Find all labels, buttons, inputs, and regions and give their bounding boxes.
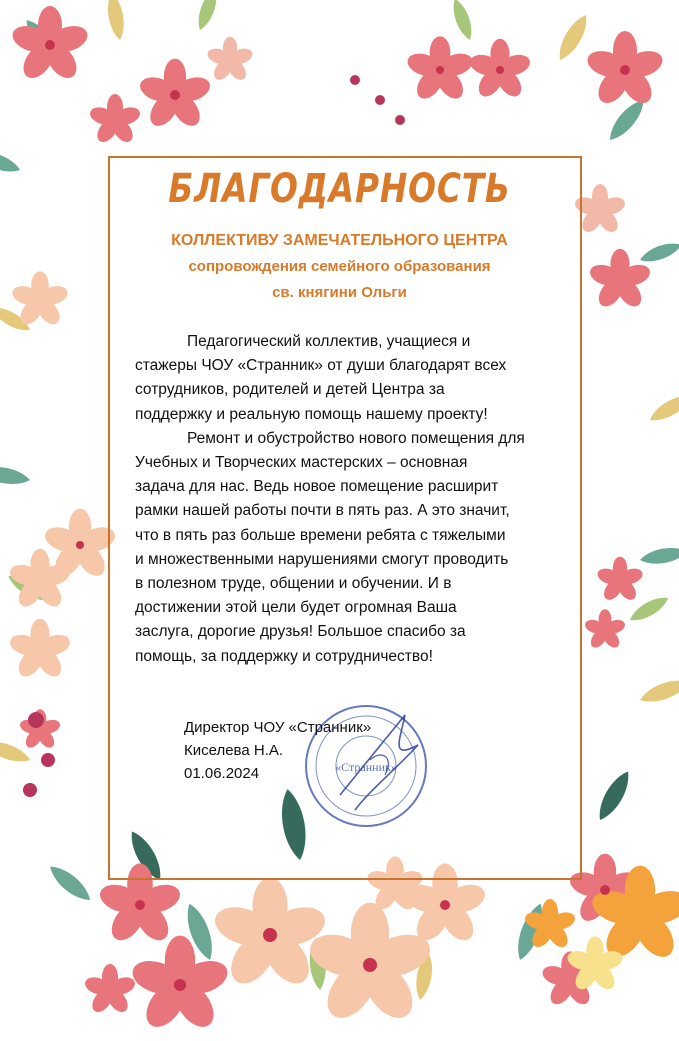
signature-position: Директор ЧОУ «Странник» — [184, 719, 372, 736]
signature-date: 01.06.2024 — [184, 765, 260, 782]
body-line: заслуга, дорогие друзья! Большое спасибо за — [135, 623, 466, 641]
body-line: что в пять раз больше времени ребята с тяжелыми — [135, 526, 506, 544]
letter-body — [135, 330, 554, 669]
certificate-title: БЛАГОДАРНОСТЬ — [168, 166, 511, 212]
recipient-line-1: КОЛЛЕКТИВУ ЗАМЕЧАТЕЛЬНОГО ЦЕНТРА — [171, 232, 508, 249]
body-line: достижении этой цели будет огромная Ваша — [135, 599, 457, 617]
body-line: задача для нас. Ведь новое помещение расширит — [135, 478, 499, 496]
body-line: в полезном труде, общении и обучении. И в — [135, 575, 452, 593]
body-line: сотрудников, родителей и детей Центра за — [135, 381, 445, 399]
body-line: Педагогический коллектив, учащиеся и — [187, 333, 471, 350]
body-line: Учебных и Творческих мастерских – основная — [135, 454, 468, 472]
body-line: стажеры ЧОУ «Странник» от души благодарят всех — [135, 357, 507, 375]
body-line: рамки нашей работы почти в пять раз. А это значит, — [135, 502, 510, 520]
body-line: и множественными нарушениями смогут проводить — [135, 550, 509, 568]
recipient-line-2: сопровождения семейного образования — [188, 258, 491, 275]
body-line: Ремонт и обустройство нового помещения для — [187, 429, 525, 447]
recipient-line-3: св. княгини Ольги — [272, 284, 407, 301]
body-line: поддержку и реальную помощь нашему проекту! — [135, 405, 488, 423]
body-line: помощь, за поддержку и сотрудничество! — [135, 647, 433, 665]
signature-name: Киселева Н.А. — [184, 742, 284, 759]
signature-block — [184, 716, 371, 785]
stamp-text: «Странник» — [335, 760, 397, 774]
